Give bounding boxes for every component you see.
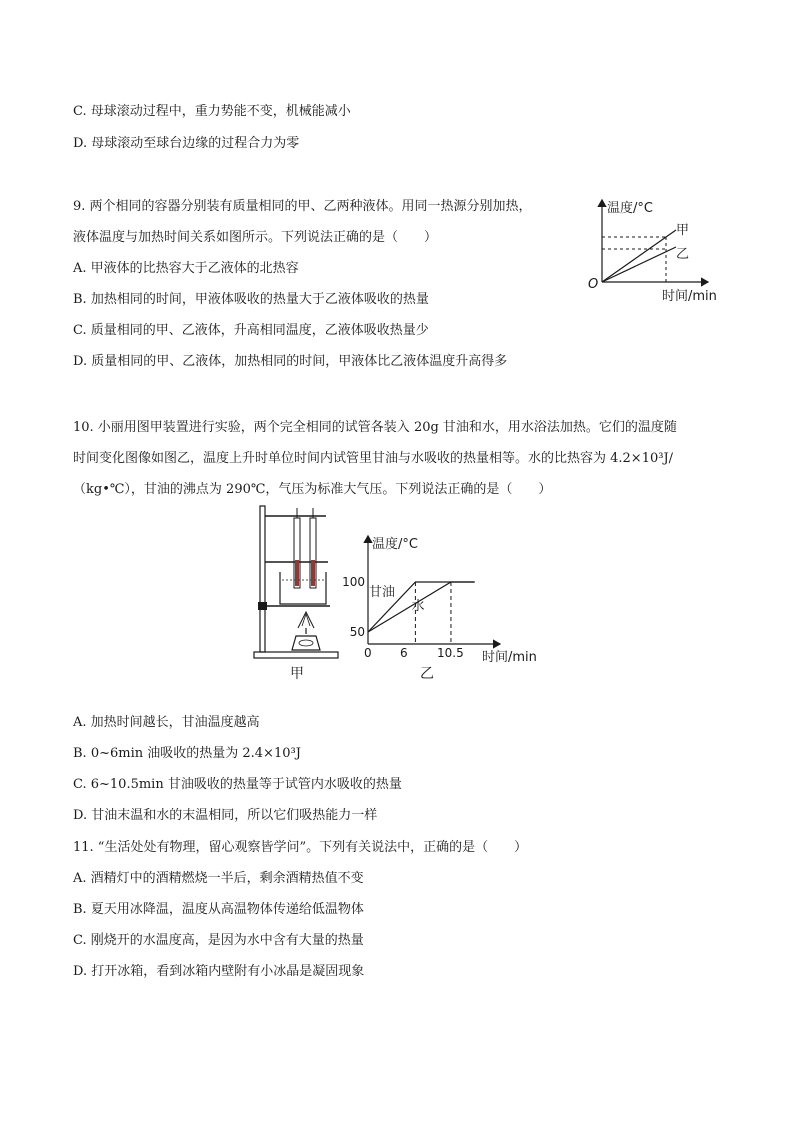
q10-stem-line2: 时间变化图像如图乙，温度上升时单位时间内试管里甘油与水吸收的热量相等。水的比热容为 4.2×10³J/ <box>73 451 674 466</box>
q10-option-a: A. 加热时间越长，甘油温度越高 <box>73 715 260 730</box>
q9-stem-line2: 液体温度与加热时间关系如图所示。下列说法正确的是（ ） <box>73 230 438 245</box>
q9-x-label: 时间/min <box>662 289 717 304</box>
q10-y-tick-50: 50 <box>349 625 365 639</box>
q9-series-yi <box>602 247 676 282</box>
q9-origin-label: O <box>588 277 599 292</box>
q11-option-a: A. 酒精灯中的酒精燃烧一半后，剩余酒精热值不变 <box>73 871 364 886</box>
q10-figure-jia-apparatus <box>248 500 348 686</box>
q9-option-a: A. 甲液体的比热容大于乙液体的北热容 <box>73 261 299 276</box>
q11-option-d: D. 打开冰箱，看到冰箱内壁附有小冰晶是凝固现象 <box>73 964 365 979</box>
q10-figure-yi-chart <box>340 530 550 660</box>
q11-option-c: C. 刚烧开的水温度高，是因为水中含有大量的热量 <box>73 933 364 948</box>
q10-x-tick-10-5: 10.5 <box>437 646 464 660</box>
q10-stem-line3: （kg•℃），甘油的沸点为 290℃，气压为标准大气压。下列说法正确的是（ ） <box>73 482 552 497</box>
q10-series-water-label: 水 <box>411 599 425 614</box>
q11-stem: 11. “生活处处有物理，留心观察皆学问”。下列有关说法中，正确的是（ ） <box>73 840 528 855</box>
q10-series-glycerin-label: 甘油 <box>369 585 396 600</box>
q9-option-b: B. 加热相同的时间，甲液体吸收的热量大于乙液体吸收的热量 <box>73 292 429 307</box>
q10-y-tick-100: 100 <box>342 575 365 589</box>
q8-option-d: D. 母球滚动至球台边缘的过程合力为零 <box>73 136 300 151</box>
q9-stem-line1: 9. 两个相同的容器分别装有质量相同的甲、乙两种液体。用同一热源分别加热， <box>73 199 532 214</box>
q9-y-label: 温度/°C <box>607 201 653 216</box>
q10-y-label: 温度/°C <box>372 537 418 552</box>
q10-option-b: B. 0~6min 油吸收的热量为 2.4×10³J <box>73 746 301 761</box>
q10-figure-yi-caption: 乙 <box>420 666 434 682</box>
q10-x-tick-0: 0 <box>364 646 372 660</box>
q11-option-b: B. 夏天用冰降温，温度从高温物体传递给低温物体 <box>73 902 364 917</box>
q10-x-tick-6: 6 <box>400 646 408 660</box>
q9-series-yi-label: 乙 <box>676 247 690 262</box>
q10-figure-jia-caption: 甲 <box>290 666 304 682</box>
q10-stem-line1: 10. 小丽用图甲装置进行实验，两个完全相同的试管各装入 20g 甘油和水，用水浴法加热。它们的温度随 <box>73 420 677 435</box>
q10-option-c: C. 6~10.5min 甘油吸收的热量等于试管内水吸收的热量 <box>73 777 402 792</box>
q9-series-jia <box>602 230 676 282</box>
q10-x-label: 时间/min <box>482 650 537 665</box>
q8-option-c: C. 母球滚动过程中，重力势能不变，机械能减小 <box>73 104 351 119</box>
q9-option-d: D. 质量相同的甲、乙液体，加热相同的时间，甲液体比乙液体温度升高得多 <box>73 354 508 369</box>
q9-series-jia-label: 甲 <box>676 223 690 238</box>
q9-option-c: C. 质量相同的甲、乙液体，升高相同温度，乙液体吸收热量少 <box>73 323 429 338</box>
q10-option-d: D. 甘油末温和水的末温相同，所以它们吸热能力一样 <box>73 808 378 823</box>
q9-temperature-chart <box>580 194 730 306</box>
